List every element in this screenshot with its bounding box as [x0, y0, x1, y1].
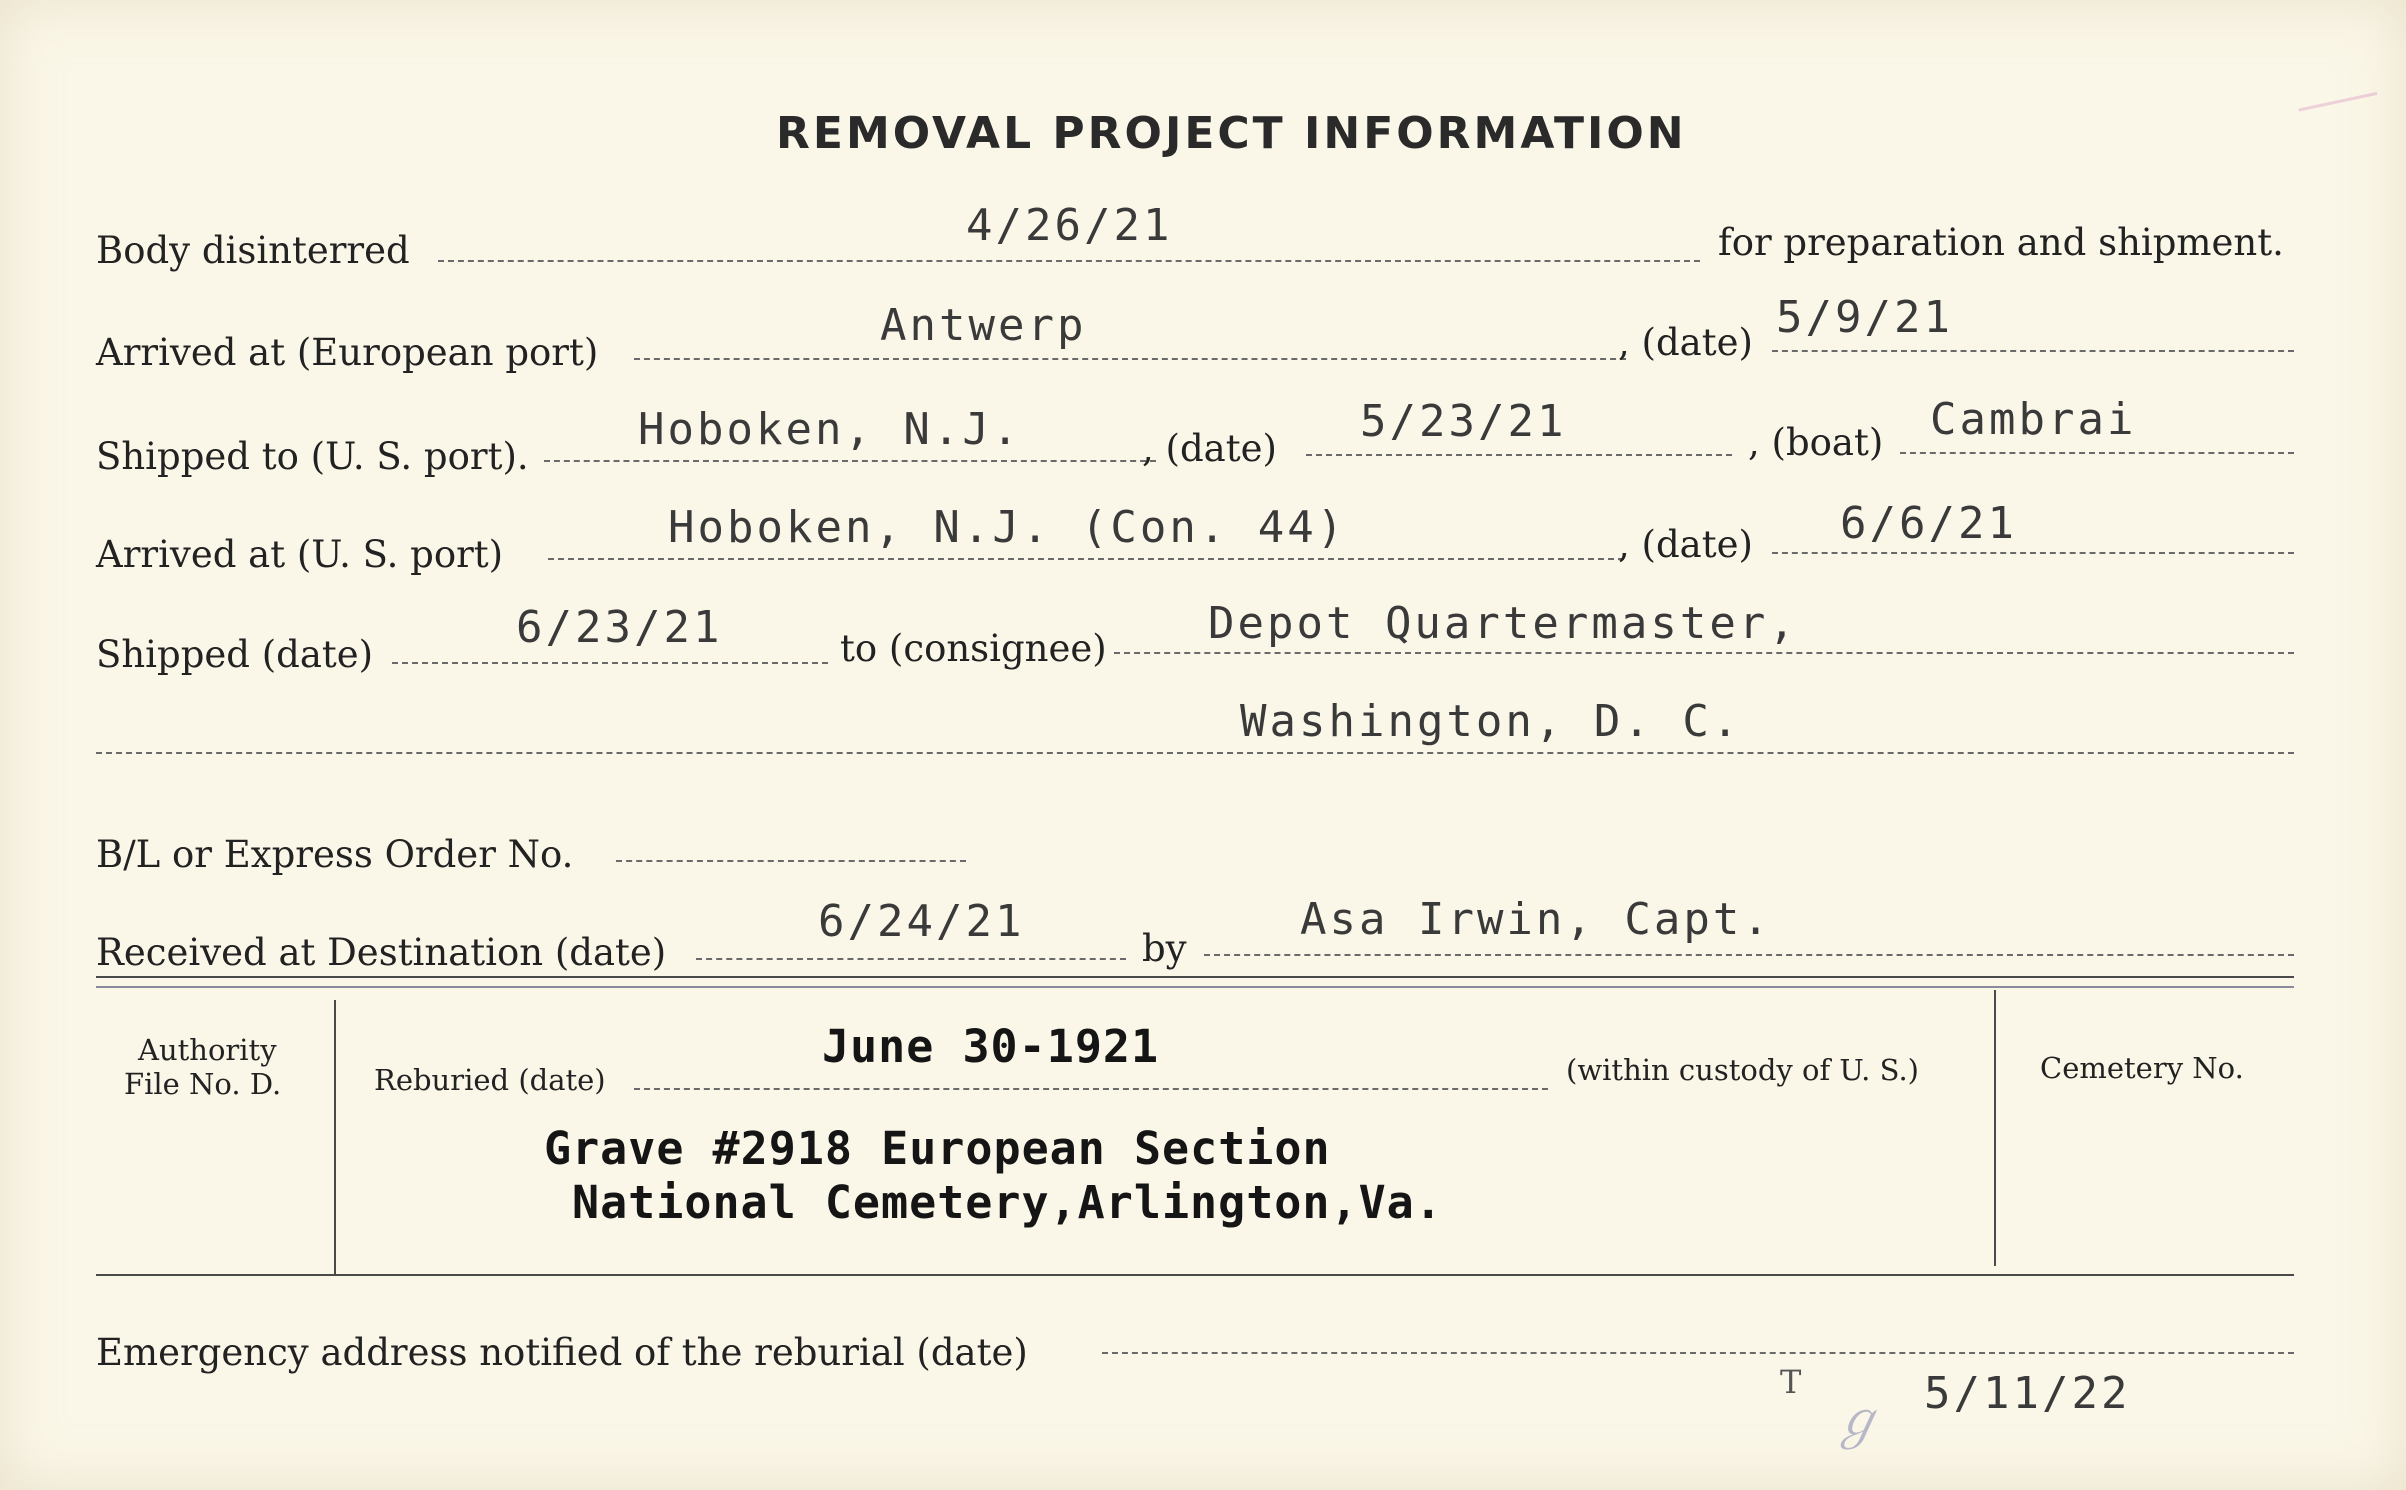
footer-date: 5/11/22 — [1924, 1368, 2131, 1419]
shipped-us-label: Shipped to (U. S. port). — [96, 435, 529, 478]
authority-line2: File No. D. — [124, 1067, 282, 1101]
shipped-us-boat-line — [1900, 452, 2294, 454]
emergency-line — [1102, 1352, 2294, 1354]
shipped-us-boat-label: , (boat) — [1748, 421, 1884, 464]
european-port-line — [634, 358, 1626, 360]
consignee-line — [1114, 652, 2294, 654]
disinterred-suffix: for preparation and shipment. — [1718, 221, 2284, 264]
received-by: Asa Irwin, Capt. — [1300, 894, 1772, 945]
consignee-label: to (consignee) — [840, 627, 1107, 670]
disinterred-label: Body disinterred — [96, 229, 410, 272]
shipped-us-line — [544, 460, 1156, 462]
reburied-date: June 30-1921 — [822, 1020, 1160, 1073]
box-bottom-rule — [96, 1274, 2294, 1276]
stamp-mark — [2298, 92, 2381, 131]
shipped-us-value: Hoboken, N.J. — [638, 404, 1022, 455]
shipped-date: 6/23/21 — [516, 602, 723, 653]
consignee-line2: Washington, D. C. — [1240, 696, 1742, 747]
reburied-location-line2: National Cemetery,Arlington,Va. — [572, 1176, 1443, 1229]
authority-line1: Authority — [138, 1033, 277, 1067]
arrived-us-date-line — [1772, 552, 2294, 554]
arrived-us-line — [548, 558, 1624, 560]
disinterred-line — [438, 260, 1700, 262]
european-port-date-label: , (date) — [1618, 321, 1753, 364]
box-divider-right — [1994, 990, 1996, 1266]
box-divider-left — [334, 1000, 336, 1274]
received-date: 6/24/21 — [818, 896, 1025, 947]
shipped-us-boat: Cambrai — [1930, 394, 2137, 445]
received-by-line — [1204, 954, 2294, 956]
reburied-line — [634, 1088, 1548, 1090]
consignee-line-2 — [96, 752, 2294, 754]
arrived-us-value: Hoboken, N.J. (Con. 44) — [668, 502, 1347, 553]
box-top-rule-1 — [96, 976, 2294, 978]
shipped-label: Shipped (date) — [96, 633, 374, 676]
arrived-us-date: 6/6/21 — [1840, 498, 2017, 549]
arrived-us-label: Arrived at (U. S. port) — [96, 533, 504, 576]
emergency-label: Emergency address notified of the reburial (date) — [96, 1331, 1028, 1374]
reburied-label: Reburied (date) — [374, 1063, 606, 1097]
disinterred-value: 4/26/21 — [966, 200, 1173, 251]
european-port-date: 5/9/21 — [1776, 292, 1953, 343]
cemetery-no-label: Cemetery No. — [2040, 1051, 2244, 1085]
handwritten-initials: ℊ — [1832, 1391, 1882, 1449]
received-date-line — [696, 958, 1126, 960]
european-port-label: Arrived at (European port) — [96, 331, 599, 374]
bl-label: B/L or Express Order No. — [96, 833, 574, 876]
european-port-value: Antwerp — [880, 300, 1087, 351]
received-label: Received at Destination (date) — [96, 931, 667, 974]
reburied-suffix: (within custody of U. S.) — [1566, 1053, 1919, 1087]
box-top-rule-2 — [96, 986, 2294, 988]
shipped-us-date-line — [1306, 454, 1732, 456]
card-title: REMOVAL PROJECT INFORMATION — [776, 108, 1687, 159]
consignee-line1: Depot Quartermaster, — [1208, 598, 1798, 649]
footer-mark: T — [1780, 1363, 1802, 1401]
bl-line — [616, 860, 966, 862]
reburied-location-line1: Grave #2918 European Section — [544, 1122, 1331, 1175]
arrived-us-date-label: , (date) — [1618, 523, 1753, 566]
european-port-date-line — [1772, 350, 2294, 352]
shipped-us-date-label: , (date) — [1142, 427, 1277, 470]
shipped-us-date: 5/23/21 — [1360, 396, 1567, 447]
received-by-label: by — [1142, 927, 1187, 970]
shipped-date-line — [392, 662, 828, 664]
